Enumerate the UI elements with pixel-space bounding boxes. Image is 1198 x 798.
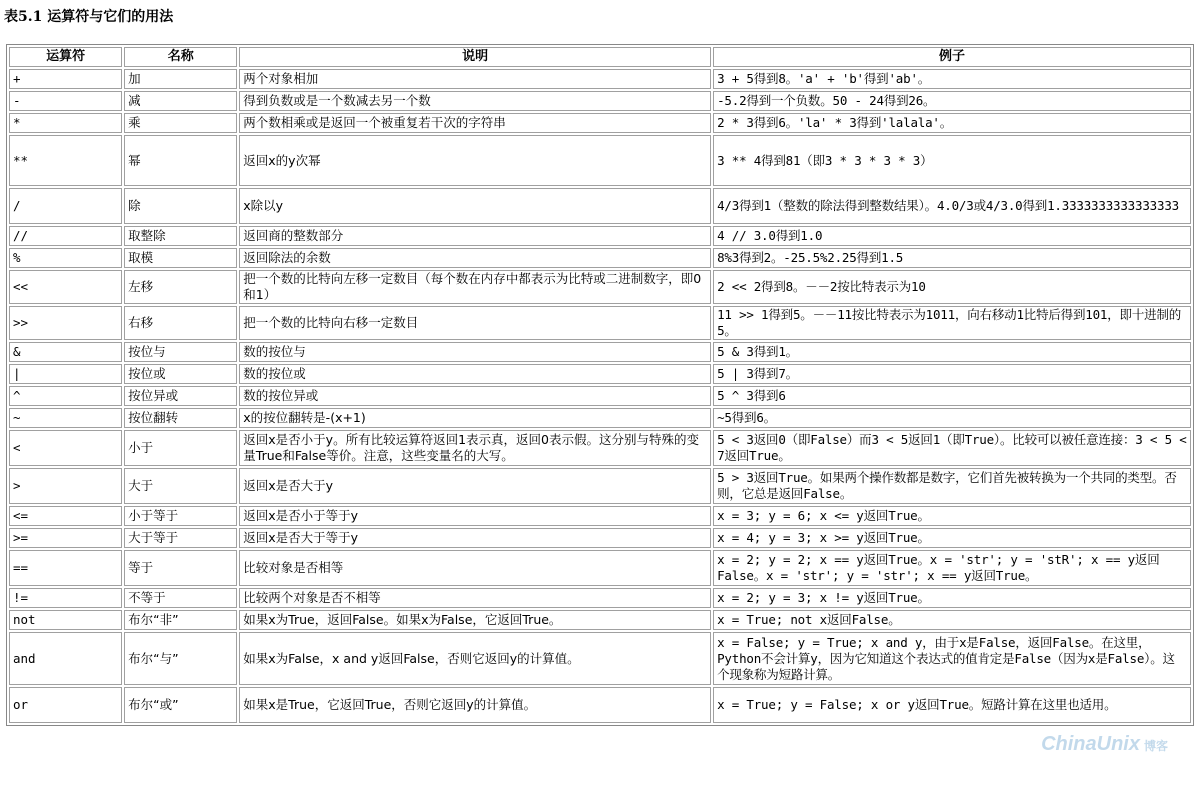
header-operator: 运算符 [9, 47, 122, 67]
description-cell: 两个数相乘或是返回一个被重复若干次的字符串 [239, 113, 711, 133]
operator-cell: >= [9, 528, 122, 548]
header-row [9, 47, 1191, 67]
operator-cell: == [9, 550, 122, 586]
table-row [9, 386, 1191, 406]
table-row [9, 528, 1191, 548]
operator-cell: < [9, 430, 122, 466]
operator-cell: - [9, 91, 122, 111]
operator-cell: & [9, 342, 122, 362]
operator-cell: + [9, 69, 122, 89]
operator-cell: not [9, 610, 122, 630]
name-cell: 布尔“非” [124, 610, 237, 630]
name-cell: 按位异或 [124, 386, 237, 406]
name-cell: 乘 [124, 113, 237, 133]
name-cell: 右移 [124, 306, 237, 340]
name-cell: 布尔“与” [124, 632, 237, 685]
example-cell: 2 << 2得到8。－－2按比特表示为10 [713, 270, 1191, 304]
example-cell: 5 & 3得到1。 [713, 342, 1191, 362]
description-cell: 返回x是否小于y。所有比较运算符返回1表示真，返回0表示假。这分别与特殊的变量True和False等价。注意，这些变量名的大写。 [239, 430, 711, 466]
operator-cell: > [9, 468, 122, 504]
example-cell: 5 | 3得到7。 [713, 364, 1191, 384]
example-cell: x = False; y = True; x and y，由于x是False，返回False。在这里，Python不会计算y，因为它知道这个表达式的值肯定是False（因为x是False）。这个现象称为短路计算。 [713, 632, 1191, 685]
description-cell: 数的按位或 [239, 364, 711, 384]
table-row [9, 506, 1191, 526]
operator-cell: or [9, 687, 122, 723]
table-row [9, 188, 1191, 224]
table-row [9, 408, 1191, 428]
table-row [9, 270, 1191, 304]
example-cell: x = 3; y = 6; x <= y返回True。 [713, 506, 1191, 526]
name-cell: 小于 [124, 430, 237, 466]
description-cell: 把一个数的比特向右移一定数目 [239, 306, 711, 340]
operator-cell: and [9, 632, 122, 685]
description-cell: 返回除法的余数 [239, 248, 711, 268]
header-example: 例子 [713, 47, 1191, 67]
name-cell: 布尔“或” [124, 687, 237, 723]
watermark-brand: ChinaUnix [1041, 733, 1140, 755]
table-row [9, 364, 1191, 384]
example-cell: -5.2得到一个负数。50 - 24得到26。 [713, 91, 1191, 111]
operator-cell: | [9, 364, 122, 384]
table-row [9, 632, 1191, 685]
description-cell: 返回x是否小于等于y [239, 506, 711, 526]
table-row [9, 588, 1191, 608]
table-row [9, 550, 1191, 586]
description-cell: x除以y [239, 188, 711, 224]
name-cell: 取整除 [124, 226, 237, 246]
name-cell: 减 [124, 91, 237, 111]
table-row [9, 306, 1191, 340]
header-name: 名称 [124, 47, 237, 67]
table-row [9, 468, 1191, 504]
watermark-suffix: 博客 [1143, 739, 1168, 753]
example-cell: ~5得到6。 [713, 408, 1191, 428]
table-row [9, 113, 1191, 133]
description-cell: 返回x的y次幂 [239, 135, 711, 186]
table-row [9, 91, 1191, 111]
name-cell: 取模 [124, 248, 237, 268]
name-cell: 除 [124, 188, 237, 224]
example-cell: 4 // 3.0得到1.0 [713, 226, 1191, 246]
name-cell: 大于等于 [124, 528, 237, 548]
operator-cell: // [9, 226, 122, 246]
name-cell: 小于等于 [124, 506, 237, 526]
operator-cell: ** [9, 135, 122, 186]
operator-cell: ~ [9, 408, 122, 428]
example-cell: 11 >> 1得到5。－－11按比特表示为1011，向右移动1比特后得到101，即十进制的5。 [713, 306, 1191, 340]
operators-table [6, 44, 1194, 726]
example-cell: x = True; y = False; x or y返回True。短路计算在这里也适用。 [713, 687, 1191, 723]
table-row [9, 610, 1191, 630]
name-cell: 等于 [124, 550, 237, 586]
description-cell: 如果x是True，它返回True，否则它返回y的计算值。 [239, 687, 711, 723]
example-cell: x = 2; y = 3; x != y返回True。 [713, 588, 1191, 608]
operator-cell: % [9, 248, 122, 268]
operator-cell: * [9, 113, 122, 133]
example-cell: 3 + 5得到8。'a' + 'b'得到'ab'。 [713, 69, 1191, 89]
table-row [9, 687, 1191, 723]
description-cell: 返回x是否大于y [239, 468, 711, 504]
table-row [9, 226, 1191, 246]
name-cell: 按位与 [124, 342, 237, 362]
table-row [9, 248, 1191, 268]
table-row [9, 342, 1191, 362]
table-row [9, 430, 1191, 466]
description-cell: 返回x是否大于等于y [239, 528, 711, 548]
description-cell: 如果x为True，返回False。如果x为False，它返回True。 [239, 610, 711, 630]
name-cell: 幂 [124, 135, 237, 186]
name-cell: 不等于 [124, 588, 237, 608]
description-cell: 数的按位与 [239, 342, 711, 362]
name-cell: 左移 [124, 270, 237, 304]
operator-cell: >> [9, 306, 122, 340]
header-description: 说明 [239, 47, 711, 67]
description-cell: 把一个数的比特向左移一定数目（每个数在内存中都表示为比特或二进制数字，即0和1） [239, 270, 711, 304]
description-cell: 得到负数或是一个数减去另一个数 [239, 91, 711, 111]
description-cell: 如果x为False，x and y返回False，否则它返回y的计算值。 [239, 632, 711, 685]
example-cell: x = 4; y = 3; x >= y返回True。 [713, 528, 1191, 548]
example-cell: 5 > 3返回True。如果两个操作数都是数字，它们首先被转换为一个共同的类型。否则，它总是返回False。 [713, 468, 1191, 504]
description-cell: 两个对象相加 [239, 69, 711, 89]
operator-cell: != [9, 588, 122, 608]
name-cell: 加 [124, 69, 237, 89]
example-cell: 5 < 3返回0（即False）而3 < 5返回1（即True）。比较可以被任意连接：3 < 5 < 7返回True。 [713, 430, 1191, 466]
example-cell: 2 * 3得到6。'la' * 3得到'lalala'。 [713, 113, 1191, 133]
description-cell: 比较对象是否相等 [239, 550, 711, 586]
operator-cell: << [9, 270, 122, 304]
name-cell: 大于 [124, 468, 237, 504]
operator-cell: ^ [9, 386, 122, 406]
example-cell: 8%3得到2。-25.5%2.25得到1.5 [713, 248, 1191, 268]
watermark-logo [1041, 733, 1168, 756]
description-cell: x的按位翻转是-(x+1) [239, 408, 711, 428]
table-row [9, 135, 1191, 186]
name-cell: 按位翻转 [124, 408, 237, 428]
example-cell: x = True; not x返回False。 [713, 610, 1191, 630]
name-cell: 按位或 [124, 364, 237, 384]
example-cell: 3 ** 4得到81（即3 * 3 * 3 * 3） [713, 135, 1191, 186]
example-cell: 4/3得到1（整数的除法得到整数结果）。4.0/3或4/3.0得到1.3333333333333333 [713, 188, 1191, 224]
example-cell: x = 2; y = 2; x == y返回True。x = 'str'; y = 'stR'; x == y返回False。x = 'str'; y = 'str'; x == y返回True。 [713, 550, 1191, 586]
description-cell: 数的按位异或 [239, 386, 711, 406]
operator-cell: / [9, 188, 122, 224]
description-cell: 返回商的整数部分 [239, 226, 711, 246]
table-row [9, 69, 1191, 89]
table-caption: 表5.1 运算符与它们的用法 [4, 9, 174, 25]
description-cell: 比较两个对象是否不相等 [239, 588, 711, 608]
example-cell: 5 ^ 3得到6 [713, 386, 1191, 406]
operator-cell: <= [9, 506, 122, 526]
